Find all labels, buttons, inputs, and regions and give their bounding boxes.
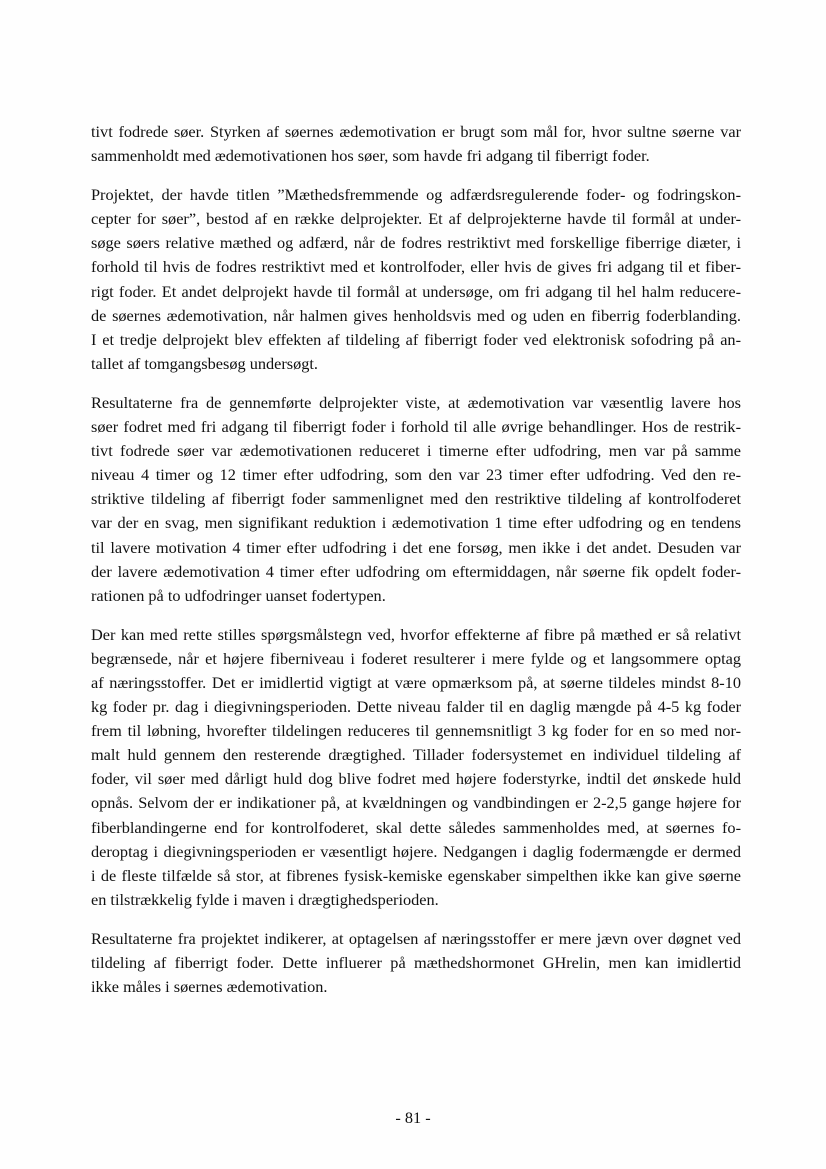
text-line: niveau 4 timer og 12 timer efter udfodring, som den var 23 timer efter udfodring. Ved den re-: [91, 465, 741, 485]
text-line: ikke måles i søernes ædemotivation.: [91, 977, 328, 997]
text-line: cepter for søer”, bestod af en række delprojekter. Et af delprojekterne havde til formål at under-: [91, 209, 741, 229]
text-line: Resultaterne fra projektet indikerer, at optagelsen af næringsstoffer er mere jævn over døgnet ved: [91, 928, 741, 948]
paragraph-4: [91, 623, 741, 912]
text-line: I et tredje delprojekt blev effekten af tildeling af fiberrigt foder ved elektronisk sofodring på an-: [91, 329, 741, 349]
text-line: forhold til hvis de fodres restriktivt med et kontrolfoder, eller hvis de gives fri adgang til et fiber-: [91, 257, 741, 277]
text-line: kg foder pr. dag i diegivningsperioden. Dette niveau falder til en daglig mængde på 4-5 kg foder: [91, 697, 741, 717]
text-line: begrænsede, når et højere fiberniveau i foderet resulterer i mere fylde og et langsommere optag: [91, 648, 741, 668]
text-line: Resultaterne fra de gennemførte delprojekter viste, at ædemotivation var væsentlig lavere hos: [91, 392, 741, 412]
text-line: tallet af tomgangsbesøg undersøgt.: [91, 353, 318, 373]
page-number: - 81 -: [395, 1108, 431, 1127]
text-line: frem til løbning, hvorefter tildelingen reduceres til gennemsnitligt 3 kg foder for en so med nor-: [91, 721, 741, 741]
text-line: der lavere ædemotivation 4 timer efter udfodring om eftermiddagen, når søerne fik opdelt foder-: [91, 561, 741, 581]
text-line: Der kan med rette stilles spørgsmålstegn ved, hvorfor effekterne af fibre på mæthed er så relativt: [91, 624, 741, 644]
paragraph-2: [91, 183, 741, 376]
text-line: Projektet, der havde titlen ”Mæthedsfremmende og adfærdsregulerende foder- og fodringskon-: [91, 185, 741, 205]
text-line: rationen på to udfodringer uanset fodertypen.: [91, 585, 386, 605]
text-line: sammenholdt med ædemotivationen hos søer, som havde fri adgang til fiberrigt foder.: [91, 146, 650, 166]
text-line: tildeling af fiberrigt foder. Dette influerer på mæthedshormonet GHrelin, men kan imidlertid: [91, 953, 741, 972]
paragraph-1: [91, 120, 741, 168]
text-line: opnås. Selvom der er indikationer på, at kvældningen og vandbindingen er 2-2,5 gange højere for: [91, 793, 741, 813]
document-body: [91, 120, 741, 1014]
text-line: deroptag i diegivningsperioden er væsentligt højere. Nedgangen i daglig fodermængde er dermed: [91, 841, 741, 861]
text-line: tivt fodrede søer var ædemotivationen reduceret i timerne efter udfodring, men var på samme: [91, 441, 741, 461]
text-line: af næringsstoffer. Det er imidlertid vigtigt at være opmærksom på, at søerne tildeles mindst 8-10: [91, 672, 741, 692]
text-line: en tilstrækkelig fylde i maven i drægtighedsperioden.: [91, 889, 439, 909]
text-line: foder, vil søer med dårligt huld dog blive fodret med højere foderstyrke, indtil det ønskede huld: [91, 769, 741, 789]
text-line: søge søers relative mæthed og adfærd, når de fodres restriktivt med forskellige fiberrige diæter, i: [91, 233, 741, 253]
text-line: malt huld gennem den resterende drægtighed. Tillader fodersystemet en individuel tildeling af: [91, 745, 741, 765]
text-line: søer fodret med fri adgang til fiberrigt foder i forhold til alle øvrige behandlinger. Hos de restrik-: [91, 417, 741, 437]
paragraph-5: [91, 927, 741, 999]
text-line: striktive tildeling af fiberrigt foder sammenlignet med den restriktive tildeling af kontrolfoderet: [91, 489, 741, 509]
text-line: tivt fodrede søer. Styrken af søernes ædemotivation er brugt som mål for, hvor sultne søerne var: [91, 122, 741, 141]
text-line: var der en svag, men signifikant reduktion i ædemotivation 1 time efter udfodring og en tendens: [91, 513, 741, 533]
paragraph-3: [91, 391, 741, 608]
text-line: rigt foder. Et andet delprojekt havde til formål at undersøge, om fri adgang til hel halm reducere-: [91, 281, 741, 301]
text-line: til lavere motivation 4 timer efter udfodring i det ene forsøg, men ikke i det andet. Desuden var: [91, 537, 741, 557]
text-line: de søernes ædemotivation, når halmen gives henholdsvis med og uden en fiberrig foderblanding.: [91, 305, 741, 325]
text-line: fiberblandingerne end for kontrolfoderet, skal dette således sammenholdes med, at søernes fo-: [91, 817, 741, 837]
text-line: i de fleste tilfælde så stor, at fibrenes fysisk-kemiske egenskaber simpelthen ikke kan give søerne: [91, 865, 741, 885]
